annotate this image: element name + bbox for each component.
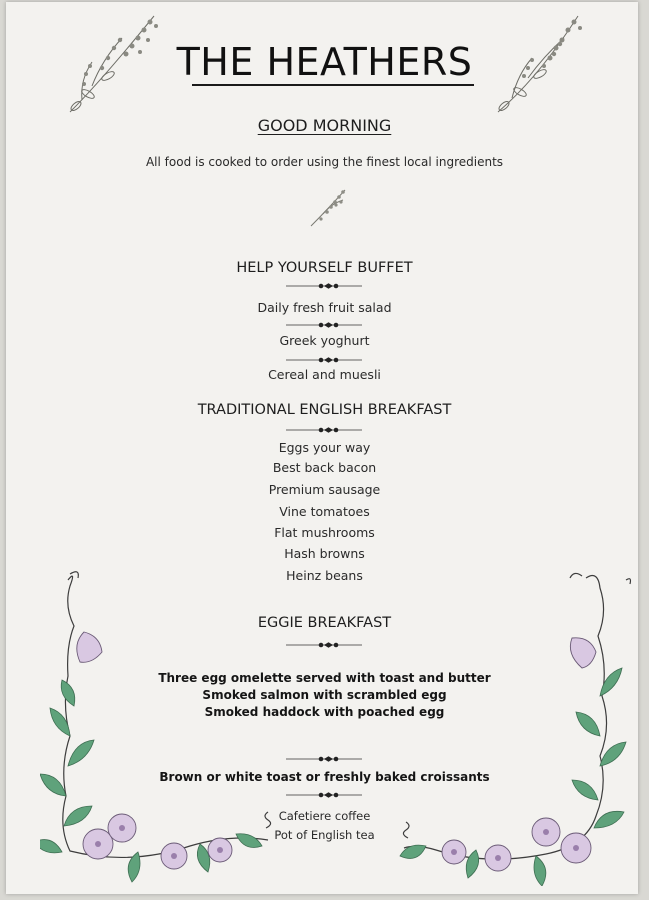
eggie-heading: EGGIE BREAKFAST (257, 615, 392, 631)
english-item: Hash browns (284, 546, 365, 561)
eggie-item: Smoked haddock with poached egg (204, 705, 445, 719)
drink-item: Cafetiere coffee (278, 809, 371, 823)
english-item: Best back bacon (272, 460, 377, 475)
eggie-item: Three egg omelette served with toast and butter (158, 671, 491, 685)
buffet-item: Cereal and muesli (268, 367, 381, 382)
floral-vine-left-icon (40, 566, 290, 886)
toast-line: Brown or white toast or freshly baked croissants (159, 770, 490, 784)
english-heading: TRADITIONAL ENGLISH BREAKFAST (197, 402, 452, 418)
divider-ornament (0, 425, 649, 435)
english-item: Heinz beans (286, 568, 363, 583)
divider-ornament (0, 281, 649, 291)
buffet-item: Daily fresh fruit salad (257, 300, 392, 315)
divider-ornament (0, 355, 649, 365)
menu-tagline: All food is cooked to order using the finest local ingredients (145, 155, 504, 169)
floral-vine-right-icon (386, 566, 636, 886)
english-item: Premium sausage (268, 482, 381, 497)
title-underline (192, 84, 474, 86)
english-item: Flat mushrooms (274, 525, 375, 540)
menu-subtitle: GOOD MORNING (257, 116, 392, 135)
buffet-heading: HELP YOURSELF BUFFET (236, 260, 413, 276)
english-item: Vine tomatoes (279, 504, 370, 519)
buffet-item: Greek yoghurt (279, 333, 370, 348)
english-item: Eggs your way (278, 440, 371, 455)
menu-title: THE HEATHERS (176, 40, 473, 84)
divider-ornament (0, 320, 649, 330)
eggie-item: Smoked salmon with scrambled egg (202, 688, 447, 702)
drink-item: Pot of English tea (274, 828, 375, 842)
heather-sprig-small-icon (305, 186, 351, 230)
